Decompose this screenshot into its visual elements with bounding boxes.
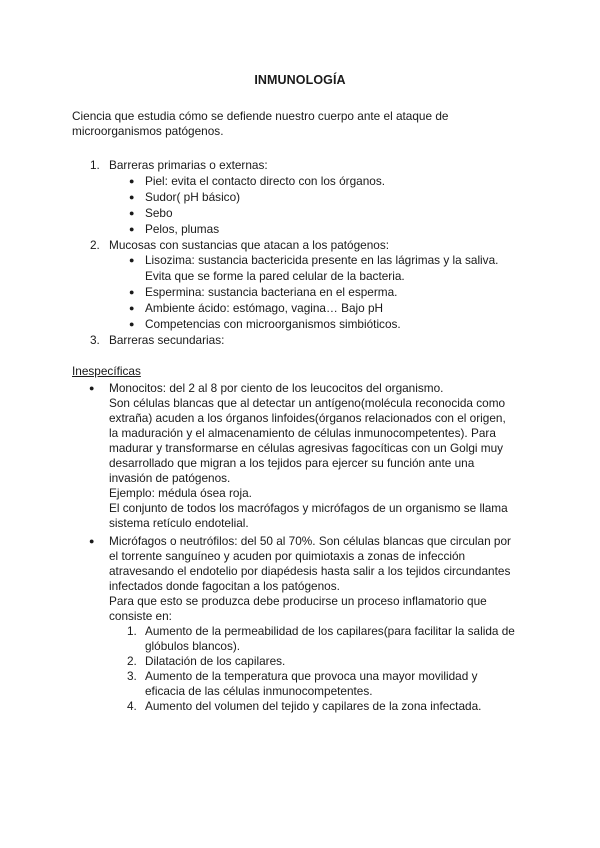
paragraph-line: atravesando el endotelio por diapédesis hasta salir a los tejidos circundantes bbox=[109, 563, 511, 578]
list-number: 2. bbox=[127, 653, 137, 668]
paragraph-line: Ejemplo: médula ósea roja. bbox=[109, 486, 252, 501]
intro-line: Ciencia que estudia cómo se defiende nuestro cuerpo ante el ataque de bbox=[72, 109, 449, 123]
paragraph-line: Son células blancas que al detectar un antígeno(molécula reconocida como bbox=[109, 396, 506, 411]
bullet-item: Sebo bbox=[145, 205, 173, 220]
paragraph-line: infectados donde fagocitan a los patógenos. bbox=[109, 578, 340, 593]
list-item: Mucosas con sustancias que atacan a los patógenos: bbox=[109, 237, 390, 252]
bullet-item: Sudor( pH básico) bbox=[145, 189, 241, 204]
bullet-dot-icon: ● bbox=[89, 383, 95, 393]
list-number: 2. bbox=[90, 237, 100, 252]
paragraph-line: extraña) acuden a los órganos linfoides(órganos relacionados con el origen, bbox=[109, 411, 506, 426]
bullet-dot-icon: ● bbox=[129, 207, 135, 218]
bullet-item: Espermina: sustancia bacteriana en el esperma. bbox=[145, 285, 398, 300]
paragraph-line: El conjunto de todos los macrófagos y micrófagos de un organismo se llama bbox=[109, 501, 508, 516]
intro-paragraph bbox=[72, 109, 492, 140]
section-heading-inespecificas: Inespecíficas bbox=[72, 364, 141, 378]
list-number: 4. bbox=[127, 699, 137, 714]
list-item: Barreras primarias o externas: bbox=[109, 158, 268, 172]
paragraph-line: Micrófagos o neutrófilos: del 50 al 70%. Son células blancas que circulan por bbox=[109, 533, 511, 548]
bullet-item: Evita que se forme la pared celular de la bacteria. bbox=[145, 269, 405, 284]
paragraph-line: Monocitos: del 2 al 8 por ciento de los leucocitos del organismo. bbox=[109, 381, 444, 395]
bullet-item: Competencias con microorganismos simbióticos. bbox=[145, 317, 401, 331]
paragraph-line: sistema retículo endotelial. bbox=[109, 516, 249, 531]
list-item: eficacia de las células inmunocompetentes. bbox=[145, 684, 373, 698]
list-item: Barreras secundarias: bbox=[109, 332, 225, 347]
bullet-dot-icon: ● bbox=[129, 255, 135, 266]
page-title: INMUNOLOGÍA bbox=[254, 73, 346, 87]
list-item: Aumento del volumen del tejido y capilares de la zona infectada. bbox=[145, 699, 482, 714]
list-number: 1. bbox=[127, 623, 137, 638]
paragraph-line: invasión de patógenos. bbox=[109, 471, 231, 486]
bullet-dot-icon: ● bbox=[129, 319, 135, 329]
paragraph-line: consiste en: bbox=[109, 608, 172, 623]
bullet-item: Pelos, plumas bbox=[145, 221, 220, 236]
list-item: Aumento de la permeabilidad de los capilares(para facilitar la salida de bbox=[145, 623, 515, 638]
list-item: glóbulos blancos). bbox=[145, 638, 241, 653]
paragraph-line: desarrollado que migran a los tejidos para ejercer su función ante una bbox=[109, 456, 475, 471]
intro-line: microorganismos patógenos. bbox=[72, 124, 224, 139]
list-number: 3. bbox=[90, 332, 100, 347]
bullet-dot-icon: ● bbox=[129, 223, 135, 234]
bullet-dot-icon: ● bbox=[129, 175, 135, 186]
list-number: 1. bbox=[90, 158, 100, 172]
paragraph-line: madurar y transformarse en células agresivas fagocíticas con un Golgi muy bbox=[109, 441, 504, 456]
bullet-dot-icon: ● bbox=[129, 191, 135, 202]
paragraph-line: Para que esto se produzca debe producirse un proceso inflamatorio que bbox=[109, 593, 487, 608]
paragraph-line: el torrente sanguíneo y acuden por quimiotaxis a zonas de infección bbox=[109, 548, 466, 563]
bullet-dot-icon: ● bbox=[129, 287, 135, 298]
bullet-item: Piel: evita el contacto directo con los órganos. bbox=[145, 173, 386, 188]
bullet-item: Lisozima: sustancia bactericida presente en las lágrimas y la saliva. bbox=[145, 253, 499, 268]
list-item: Aumento de la temperatura que provoca una mayor movilidad y bbox=[145, 668, 478, 683]
paragraph-line: la maduración y el almacenamiento de células inmunocompetentes). Para bbox=[109, 426, 496, 441]
bullet-dot-icon: ● bbox=[89, 535, 95, 546]
bullet-item: Ambiente ácido: estómago, vagina… Bajo pH bbox=[145, 301, 384, 316]
list-item: Dilatación de los capilares. bbox=[145, 653, 286, 668]
bullet-dot-icon: ● bbox=[129, 303, 135, 314]
list-number: 3. bbox=[127, 668, 137, 683]
